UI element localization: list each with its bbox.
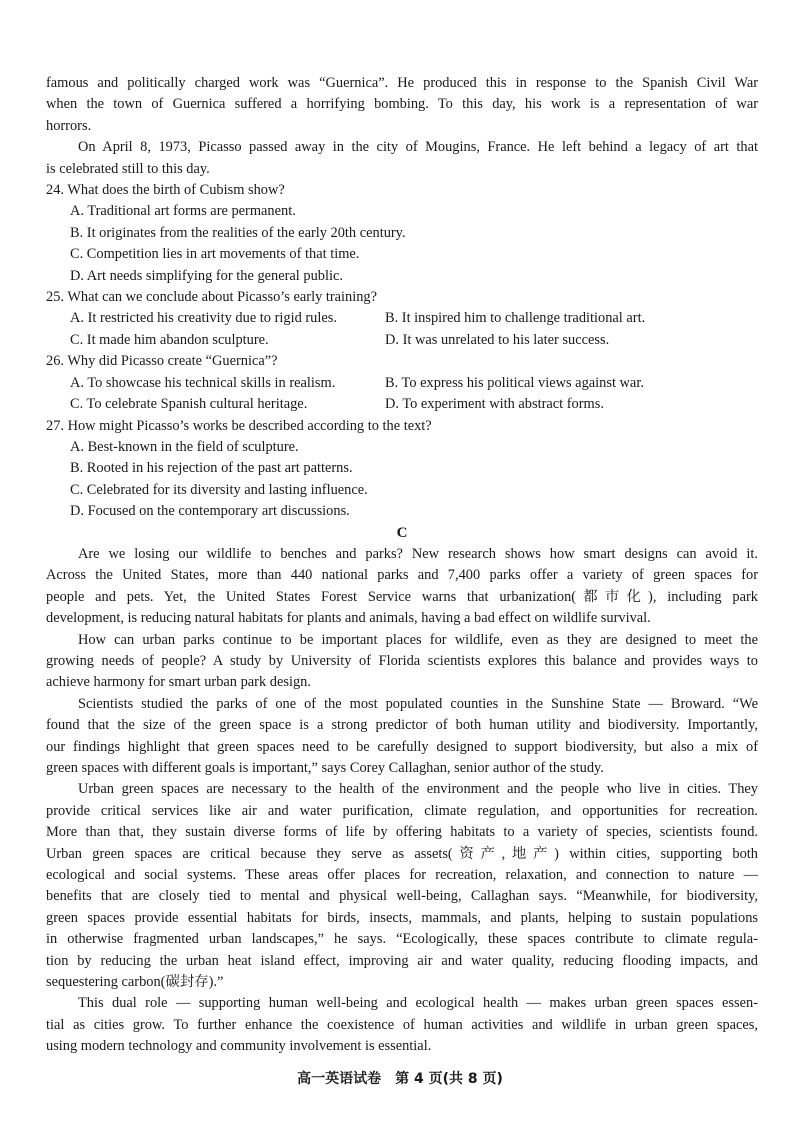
- text-line: Are we losing our wildlife to benches and parks? New research shows how smart designs can avoid it.: [78, 545, 758, 562]
- question-26: [46, 351, 758, 415]
- text-line: growing needs of people? A study by University of Florida scientists explores this balance and provides ways to: [46, 652, 758, 669]
- question-24: [46, 180, 758, 287]
- text-line: when the town of Guernica suffered a horrifying bombing. To this day, his work is a representation of war: [46, 96, 758, 113]
- option-c: C. Competition lies in art movements of that time.: [70, 246, 360, 263]
- option-row: [46, 308, 758, 329]
- text-line: Urban green spaces are necessary to the health of the environment and the people who live in cities. They: [78, 781, 758, 798]
- text-line: tion by reducing the urban heat island effect, improving air and water quality, reducing flooding impacts, and: [46, 952, 758, 969]
- passage-b-tail: [46, 73, 758, 180]
- question-stem: 27. How might Picasso’s works be described according to the text?: [46, 417, 432, 434]
- text-line: sequestering carbon(碳封存).”: [46, 974, 224, 991]
- question-27: [46, 416, 758, 523]
- text-line: achieve harmony for smart urban park design.: [46, 674, 311, 691]
- text-line: Across the United States, more than 440 national parks and 7,400 parks offer a variety of green spaces for: [46, 567, 758, 584]
- text-line: On April 8, 1973, Picasso passed away in the city of Mougins, France. He left behind a legacy of art that: [78, 139, 758, 156]
- text-line: provide critical services like air and water purification, climate regulation, and opportunities for recreation.: [46, 802, 758, 819]
- text-line: green spaces provide essential habitats for birds, insects, mammals, and plants, helping to sustain populations: [46, 909, 758, 926]
- option-row: [46, 330, 758, 351]
- option-row: [46, 373, 758, 394]
- text-line: This dual role — supporting human well-being and ecological health — makes urban green spaces essen-: [78, 995, 758, 1012]
- option-b: B. It inspired him to challenge traditional art.: [385, 310, 646, 327]
- exam-page: [46, 73, 758, 1058]
- text-line: in otherwise fragmented urban landscapes,” he says. “Ecologically, these spaces contribute to climate regula-: [46, 931, 758, 948]
- question-25: [46, 287, 758, 351]
- option-row: [46, 394, 758, 415]
- text-line: horrors.: [46, 117, 92, 134]
- text-line: tial as cities grow. To further enhance the coexistence of human activities and wildlife in urban green spaces,: [46, 1016, 758, 1033]
- option-c: C. To celebrate Spanish cultural heritage.: [70, 396, 308, 413]
- option-a: A. Traditional art forms are permanent.: [70, 203, 296, 220]
- text-line: famous and politically charged work was “Guernica”. He produced this in response to the Spanish Civil War: [46, 75, 758, 91]
- text-line: people and pets. Yet, the United States Forest Service warns that urbanization(都市化), including park: [46, 588, 758, 605]
- text-line: development, is reducing natural habitats for plants and animals, having a bad effect on wildlife survival.: [46, 610, 651, 627]
- section-heading: C: [396, 524, 408, 541]
- question-stem: 24. What does the birth of Cubism show?: [46, 182, 285, 199]
- text-line: More than that, they sustain diverse forms of life by offering habitats to a variety of species, scientists found.: [46, 824, 758, 841]
- option-d: D. Focused on the contemporary art discussions.: [70, 503, 350, 520]
- page-footer: 高一英语试卷 第 4 页(共 8 页): [297, 1071, 503, 1087]
- question-stem: 25. What can we conclude about Picasso’s early training?: [46, 289, 378, 306]
- text-line: benefits that are closely tied to mental and physical well-being, Callaghan says. “Meanwhile, for biodiversity,: [46, 888, 758, 905]
- text-line: Urban green spaces are critical because they serve as assets(资产,地产) within cities, supporting both: [46, 845, 758, 862]
- option-d: D. It was unrelated to his later success.: [385, 331, 610, 348]
- option-d: D. Art needs simplifying for the general public.: [70, 267, 343, 284]
- passage-c: [46, 544, 758, 1058]
- text-line: using modern technology and community involvement is essential.: [46, 1038, 432, 1055]
- option-b: B. It originates from the realities of the early 20th century.: [70, 224, 406, 241]
- text-line: green spaces with different goals is important,” says Corey Callaghan, senior author of the study.: [46, 760, 604, 776]
- text-line: is celebrated still to this day.: [46, 160, 210, 177]
- option-a: A. To showcase his technical skills in realism.: [70, 374, 336, 391]
- option-c: C. It made him abandon sculpture.: [70, 331, 269, 348]
- option-b: B. Rooted in his rejection of the past art patterns.: [70, 460, 353, 477]
- option-c: C. Celebrated for its diversity and lasting influence.: [70, 481, 368, 498]
- text-line: found that the size of the green space is a strong predictor of both human utility and biodiversity. Importantly,: [46, 717, 758, 734]
- option-a: A. It restricted his creativity due to rigid rules.: [70, 310, 337, 327]
- text-line: our findings highlight that green spaces need to be carefully designed to support biodiversity, but also a mix of: [46, 738, 758, 755]
- question-stem: 26. Why did Picasso create “Guernica”?: [46, 353, 278, 370]
- text-line: Scientists studied the parks of one of the most populated counties in the Sunshine State — Broward. “We: [78, 695, 758, 712]
- option-d: D. To experiment with abstract forms.: [385, 396, 604, 413]
- text-line: ecological and social systems. These areas offer places for recreation, relaxation, and connection to nature —: [46, 867, 758, 884]
- option-b: B. To express his political views against war.: [385, 374, 644, 391]
- text-line: How can urban parks continue to be important places for wildlife, even as they are designed to meet the: [78, 631, 758, 648]
- option-a: A. Best-known in the field of sculpture.: [70, 438, 299, 455]
